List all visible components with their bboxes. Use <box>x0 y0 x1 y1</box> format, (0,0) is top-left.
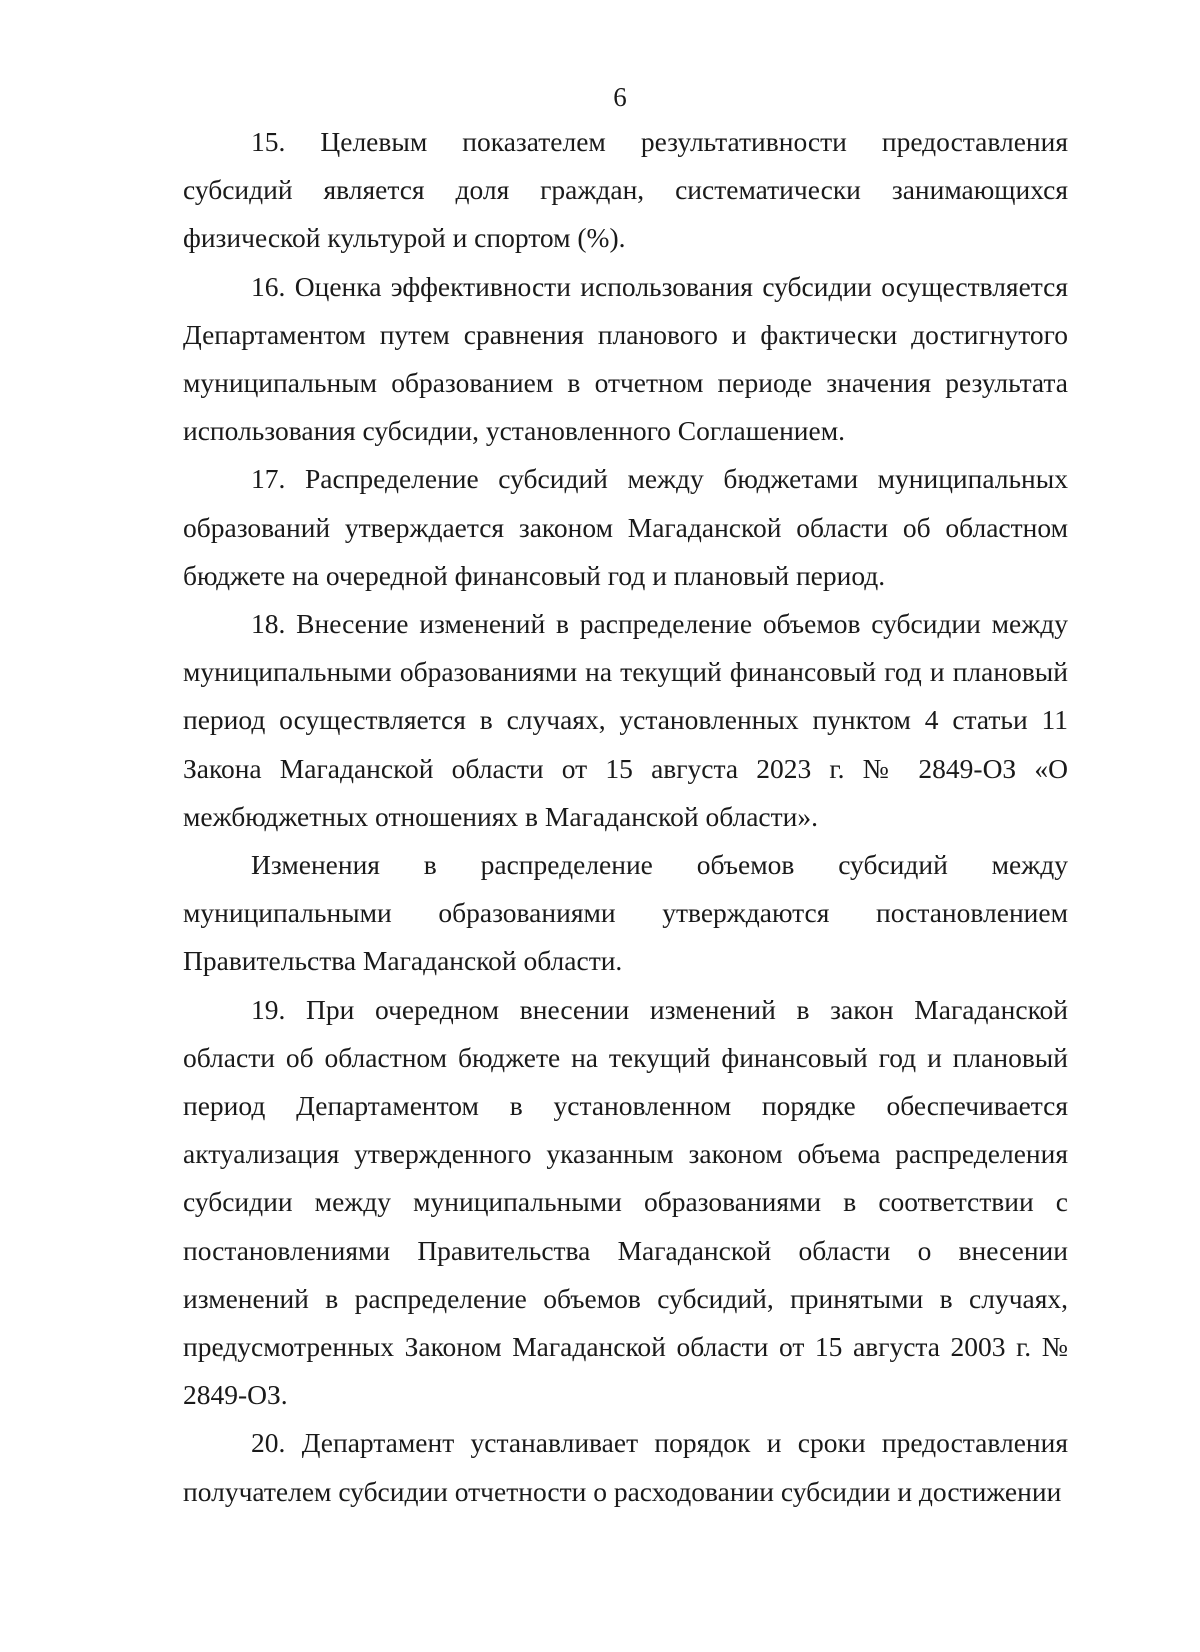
paragraph-16: 16. Оценка эффективности использования субсидии осуществляется Департаментом путем сравнения планового и фактически достигнутого муниципальным образованием в отчетном периоде значения результата использования субсидии, установленного Соглашением. <box>183 270 1068 447</box>
paragraph-15: 15. Целевым показателем результативности предоставления субсидий является доля граждан, систематически занимающихся физической культурой и спортом (%). <box>183 126 1068 254</box>
page-number: 6 <box>613 82 627 112</box>
paragraph-17: 17. Распределение субсидий между бюджетами муниципальных образований утверждается законом Магаданской области об областном бюджете на очередной финансовый год и плановый период. <box>183 463 1068 591</box>
paragraph-20: 20. Департамент устанавливает порядок и сроки предоставления получателем субсидии отчетности о расходовании субсидии и достижении <box>183 1427 1068 1507</box>
paragraph-18: 18. Внесение изменений в распределение объемов субсидии между муниципальными образованиями на текущий финансовый год и плановый период осуществляется в случаях, установленных пунктом 4 статьи 11 Закона Магаданской области от 15 августа 2023 г. № 2849-ОЗ «О межбюджетных отношениях в Магаданской области». <box>183 608 1068 832</box>
paragraph-19: 19. При очередном внесении изменений в закон Магаданской области об областном бюджете на текущий финансовый год и плановый период Департаментом в установленном порядке обеспечивается актуализация утвержденного указанным законом объема распределения субсидии между муниципальными образованиями в соответствии с постановлениями Правительства Магаданской области о внесении изменений в распределение объемов субсидий, принятыми в случаях, предусмотренных Законом Магаданской области от 15 августа 2003 г. № 2849-ОЗ. <box>183 993 1068 1411</box>
document-body <box>183 118 1068 1516</box>
paragraph-18-continuation: Изменения в распределение объемов субсидий между муниципальными образованиями утверждаются постановлением Правительства Магаданской области. <box>183 849 1068 977</box>
